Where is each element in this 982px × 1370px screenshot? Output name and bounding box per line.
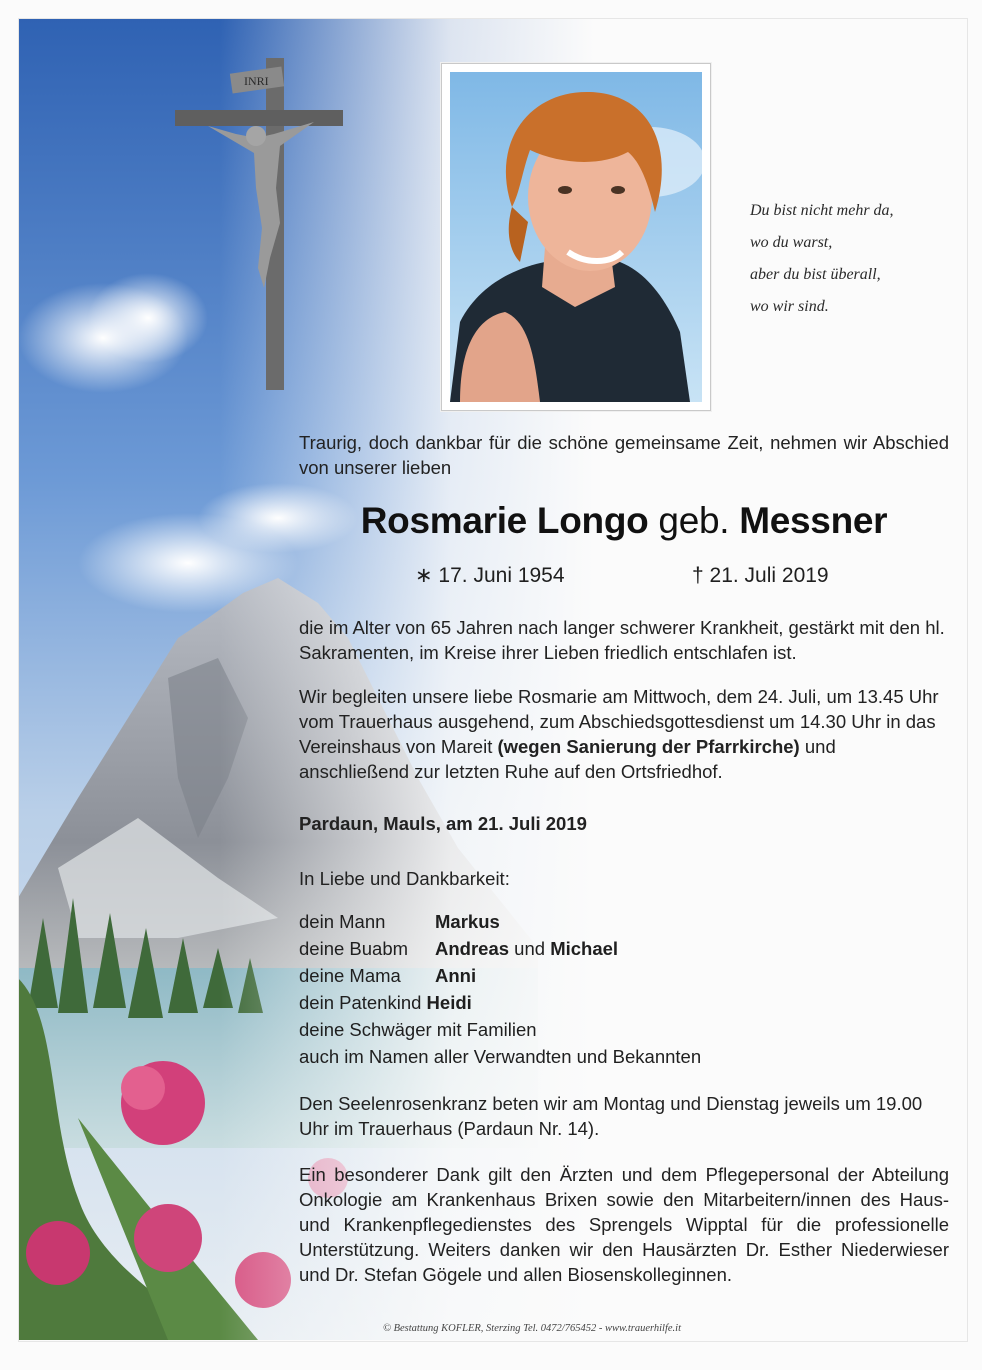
- place-date: Pardaun, Mauls, am 21. Juli 2019: [299, 813, 587, 834]
- birth-date: ∗ 17. Juni 1954: [415, 564, 565, 587]
- family-relation: dein Patenkind: [299, 992, 427, 1013]
- family-conjunction: und: [509, 938, 551, 959]
- intro-text: Traurig, doch dankbar für die schöne gemeinsame Zeit, nehmen wir Abschied von unserer lieben: [299, 432, 949, 478]
- family-member-name: Michael: [550, 938, 619, 959]
- death-text: die im Alter von 65 Jahren nach langer schwerer Krankheit, gestärkt mit den hl. Sakramenten, im Kreise ihrer Lieben friedlich entschlafen ist.: [299, 617, 945, 663]
- family-member-name: Anni: [435, 965, 477, 986]
- family-relation: dein Mann: [299, 911, 386, 932]
- death-date: † 21. Juli 2019: [692, 564, 829, 587]
- poem-line: Du bist nicht mehr da,: [750, 202, 894, 219]
- family-relation: deine Mama: [299, 965, 401, 986]
- family-member-name: Heidi: [426, 992, 472, 1013]
- family-row: auch im Namen aller Verwandten und Bekannten: [299, 1046, 702, 1067]
- thanks-line: In Liebe und Dankbarkeit:: [299, 868, 510, 889]
- family-member-name: Andreas: [435, 938, 510, 959]
- family-member-name: Markus: [435, 911, 500, 932]
- poem-line: wo du warst,: [750, 234, 833, 251]
- family-relation: deine Buabm: [299, 938, 409, 959]
- funeral-text-a: Wir begleiten unsere liebe Rosmarie am Mittwoch, dem 24. Juli, um 13.45 Uhr vom Trauerhaus ausgehend, zum Abschiedsgottesdienst um 14.30 Uhr in das Vereinshaus von Mareit: [299, 686, 939, 757]
- family-row: deine Schwäger mit Familien: [299, 1019, 537, 1040]
- funeral-text-b: und anschließend zur letzten Ruhe auf den Ortsfriedhof.: [299, 736, 836, 782]
- maiden-name: Messner: [739, 500, 888, 541]
- gratitude-text: Ein besonderer Dank gilt den Ärzten und dem Pflegepersonal der Abteilung Onkologie am Krankenhaus Brixen sowie den Mitarbeitern/innen des Haus- und Krankenpflegedienstes des Sprengels Wipptal für die professionelle Unterstützung. Weiters danken wir den Hausärzten Dr. Esther Niederwieser und Dr. Stefan Gögele und allen Biosenskolleginnen.: [299, 1164, 949, 1285]
- funeral-text-bold: (wegen Sanierung der Pfarrkirche): [497, 736, 800, 757]
- geb-label: geb.: [658, 500, 730, 541]
- rosary-text: Den Seelenrosenkranz beten wir am Montag und Dienstag jeweils um 19.00 Uhr im Trauerhaus (Pardaun Nr. 14).: [299, 1093, 923, 1139]
- inri-sign: INRI: [244, 74, 269, 88]
- deceased-first-last-name: Rosmarie Longo: [360, 500, 649, 541]
- footer-credit: © Bestattung KOFLER, Sterzing Tel. 0472/765452 - www.trauerhilfe.it: [383, 1323, 682, 1334]
- poem-line: wo wir sind.: [750, 298, 829, 315]
- page-border: [18, 18, 968, 1342]
- poem-line: aber du bist überall,: [750, 266, 881, 283]
